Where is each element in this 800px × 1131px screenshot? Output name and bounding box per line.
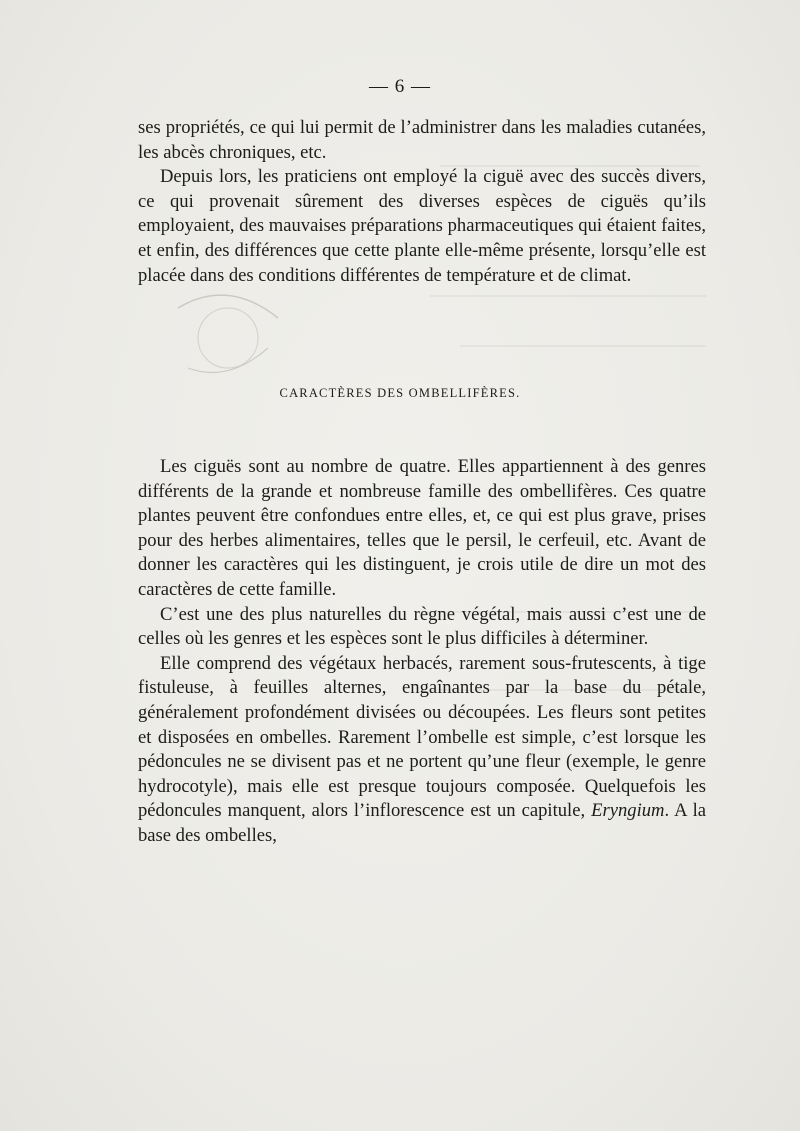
body-text-top: [138, 116, 706, 288]
paragraph: [138, 652, 706, 849]
paragraph-text: Elle comprend des végétaux herbacés, rarement sous-frutescents, à tige fistuleuse, à feuilles alternes, engaînantes par la base du pétale, généralement profondément divisées ou découpées. Les fleurs sont petites et disposées en ombelles. Rarement l’ombelle est simple, c’est lorsque les pédoncules ne se divisent pas et ne portent qu’une fleur (exemple, le genre hydrocotyle), mais elle est presque toujours composée. Quelquefois les pédoncules manquent, alors l’inflorescence est un capitule,: [138, 652, 706, 822]
paragraph: Depuis lors, les praticiens ont employé la ciguë avec des succès divers, ce qui provenait sûrement des diverses espèces de ciguës qu’ils employaient, des mauvaises préparations pharmaceutiques qui étaient faites, et enfin, des différences que cette plante elle-même présente, lorsqu’elle est placée dans des conditions différentes de température et de climat.: [138, 166, 706, 286]
paragraph: C’est une des plus naturelles du règne végétal, mais aussi c’est une de celles où les genres et les espèces sont le plus difficiles à déterminer.: [138, 603, 706, 650]
body-text-bottom: [138, 455, 706, 849]
section-heading: CARACTÈRES DES OMBELLIFÈRES.: [279, 386, 521, 400]
paragraph-closing: . A la base des ombelles,: [138, 800, 706, 846]
page-number: — 6 —: [369, 76, 431, 97]
paragraph: Les ciguës sont au nombre de quatre. Elles appartiennent à des genres différents de la grande et nombreuse famille des ombellifères. Ces quatre plantes peuvent être confondues entre elles, et, ce qui est plus grave, prises pour des herbes alimentaires, telles que le persil, le cerfeuil, etc. Avant de donner les caractères qui les distinguent, je crois utile de dire un mot des caractères de cette famille.: [138, 456, 706, 600]
paragraph: ses propriétés, ce qui lui permit de l’administrer dans les maladies cutanées, les abcès chroniques, etc.: [138, 117, 706, 163]
italic-term: Eryngium: [591, 800, 665, 822]
library-stamp-icon: [168, 288, 288, 378]
